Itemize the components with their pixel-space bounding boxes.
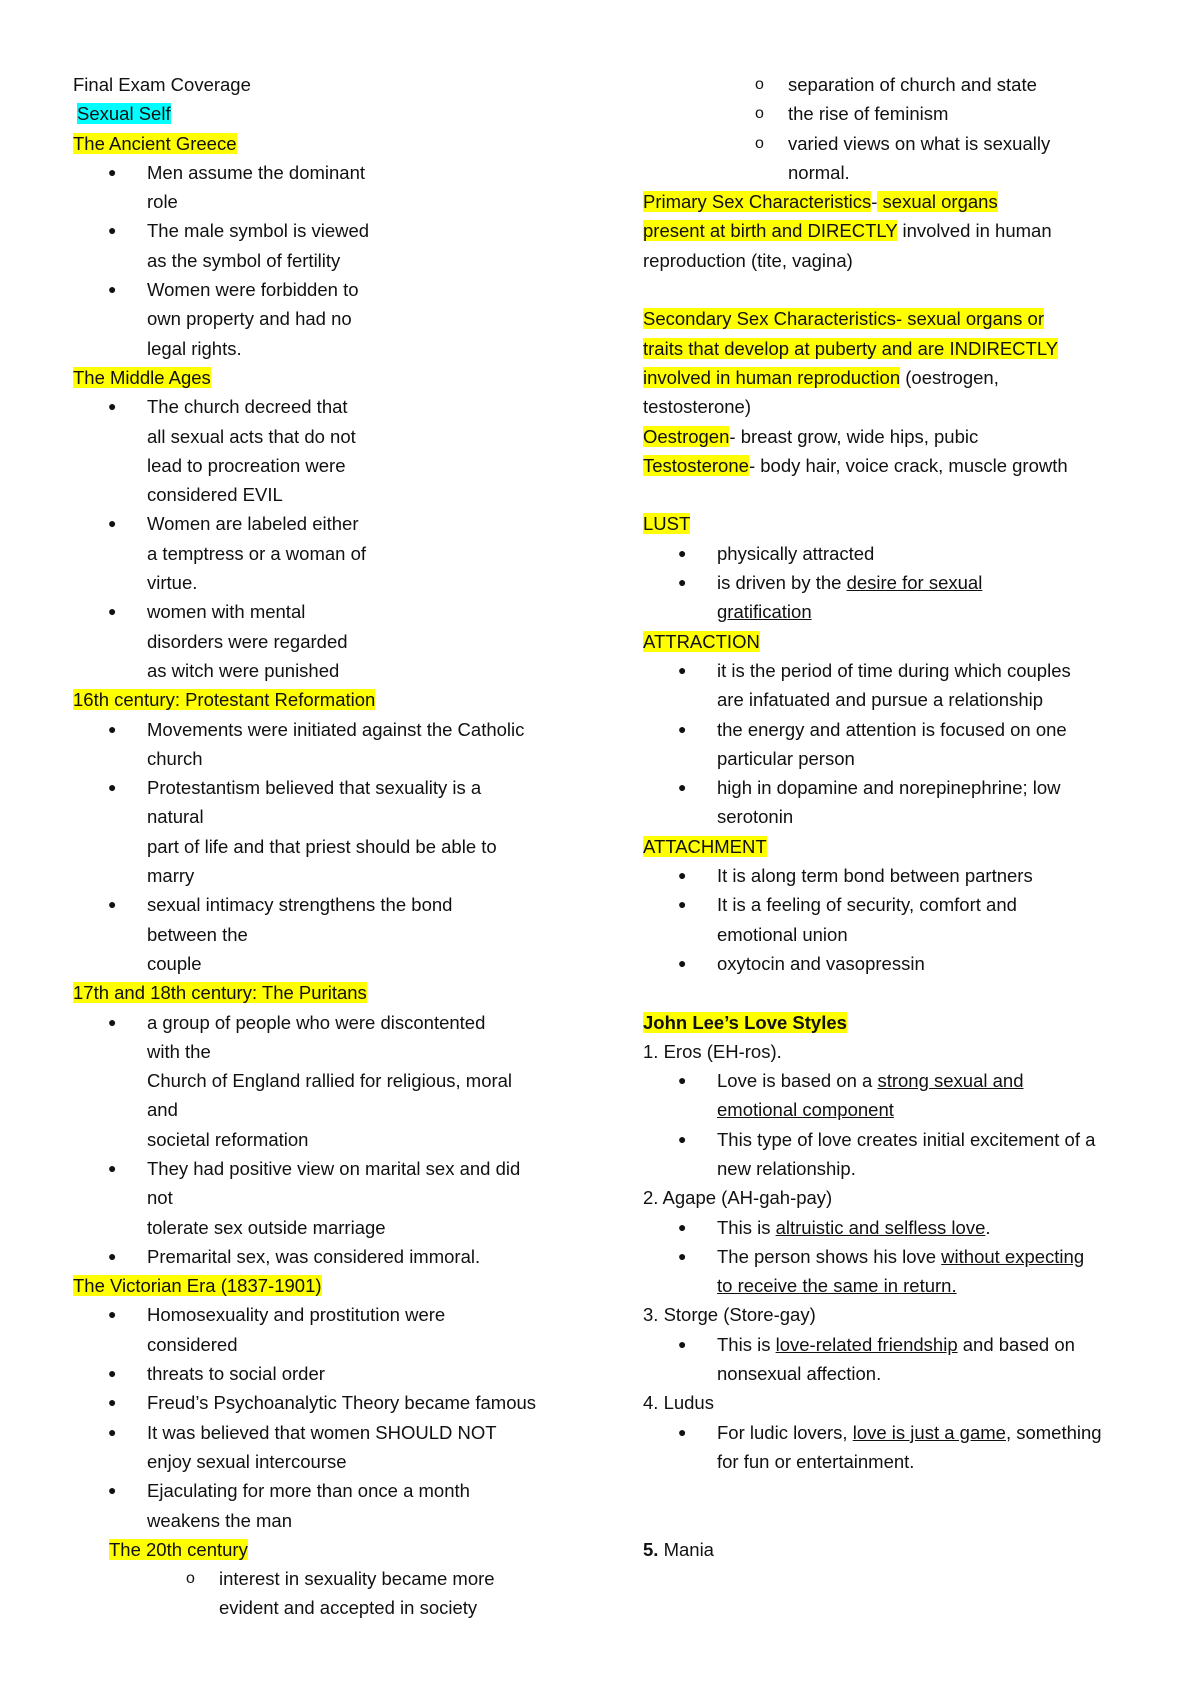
list-item-cont: with the — [147, 1040, 211, 1062]
list-item-cont: nonsexual affection. — [717, 1363, 882, 1385]
sub-list-item: o separation of church and state — [643, 70, 1163, 99]
love-style-ludus: 4. Ludus — [643, 1392, 714, 1414]
list-item: ● It was believed that women SHOULD NOT — [73, 1418, 593, 1447]
primary-sex-characteristics: Primary Sex Characteristics- sexual organs — [643, 191, 998, 213]
list-item: ● it is the period of time during which couples — [643, 656, 1163, 685]
secondary-line-3: involved in human reproduction (oestrogen, — [643, 366, 999, 388]
bullet-icon: ● — [108, 1159, 117, 1176]
right-column — [643, 70, 1163, 1564]
bullet-icon: ● — [108, 398, 117, 415]
bullet-icon: ● — [678, 1072, 687, 1089]
love-style-eros: 1. Eros (EH-ros). — [643, 1040, 782, 1062]
sub-list-item: o the rise of feminism — [643, 99, 1163, 128]
bullet-icon: ● — [678, 896, 687, 913]
list-item: ● is driven by the desire for sexual — [643, 568, 1163, 597]
oestrogen-line: Oestrogen- breast grow, wide hips, pubic — [643, 425, 979, 447]
bullet-icon: ● — [108, 720, 117, 737]
list-item: ● Freud’s Psychoanalytic Theory became famous — [73, 1388, 593, 1417]
list-item-cont: all sexual acts that do not — [147, 425, 356, 447]
list-item: ● high in dopamine and norepinephrine; low — [643, 773, 1163, 802]
love-style-storge: 3. Storge (Store-gay) — [643, 1304, 816, 1326]
list-item-cont: between the — [147, 923, 248, 945]
list-item: ● Homosexuality and prostitution were — [73, 1300, 593, 1329]
list-item-cont: new relationship. — [717, 1157, 856, 1179]
bullet-icon: ● — [108, 515, 117, 532]
bullet-icon: ● — [678, 1218, 687, 1235]
list-item-cont: own property and had no — [147, 308, 352, 330]
list-item: ● This is altruistic and selfless love. — [643, 1213, 1163, 1242]
bullet-icon: ● — [108, 281, 117, 298]
list-item: ● the energy and attention is focused on one — [643, 715, 1163, 744]
list-item: ● This type of love creates initial excitement of a — [643, 1125, 1163, 1154]
bullet-icon: ● — [108, 1365, 117, 1382]
bullet-icon: ● — [678, 720, 687, 737]
list-item: ● It is along term bond between partners — [643, 861, 1163, 890]
list-item-cont: gratification — [717, 601, 812, 623]
love-style-mania: 5. Mania — [643, 1538, 714, 1560]
list-item: ● Protestantism believed that sexuality is a — [73, 773, 593, 802]
section-heading-sexual-self: Sexual Self — [77, 103, 171, 125]
circle-bullet-icon: o — [755, 105, 764, 123]
heading-puritans: 17th and 18th century: The Puritans — [73, 982, 367, 1004]
list-item: ● Men assume the dominant — [73, 158, 593, 187]
bullet-icon: ● — [108, 1247, 117, 1264]
bullet-icon: ● — [678, 574, 687, 591]
heading-reformation: 16th century: Protestant Reformation — [73, 689, 376, 711]
love-style-agape: 2. Agape (AH-gah-pay) — [643, 1187, 833, 1209]
sub-list-item: o interest in sexuality became more — [73, 1564, 593, 1593]
list-item-cont: virtue. — [147, 572, 198, 594]
list-item: ● For ludic lovers, love is just a game, something — [643, 1418, 1163, 1447]
list-item: ● Ejaculating for more than once a month — [73, 1476, 593, 1505]
bullet-icon: ● — [108, 1306, 117, 1323]
bullet-icon: ● — [678, 1423, 687, 1440]
bullet-icon: ● — [108, 1394, 117, 1411]
bullet-icon: ● — [678, 661, 687, 678]
list-item: ● The church decreed that — [73, 392, 593, 421]
heading-love-styles: John Lee’s Love Styles — [643, 1011, 847, 1033]
heading-lust: LUST — [643, 513, 691, 535]
sub-list-item: o varied views on what is sexually — [643, 129, 1163, 158]
list-item: ● The person shows his love without expecting — [643, 1242, 1163, 1271]
list-item-cont: to receive the same in return. — [717, 1275, 957, 1297]
list-item-cont: natural — [147, 806, 204, 828]
list-item: ● Movements were initiated against the Catholic — [73, 715, 593, 744]
list-item-cont: tolerate sex outside marriage — [147, 1216, 386, 1238]
list-item-cont: emotional union — [717, 923, 848, 945]
list-item-cont: are infatuated and pursue a relationship — [717, 689, 1044, 711]
list-item: ● The male symbol is viewed — [73, 216, 593, 245]
bullet-icon: ● — [678, 544, 687, 561]
list-item: ● Premarital sex, was considered immoral. — [73, 1242, 593, 1271]
bullet-icon: ● — [108, 779, 117, 796]
list-item-cont: marry — [147, 865, 195, 887]
list-item-cont: enjoy sexual intercourse — [147, 1450, 347, 1472]
list-item-cont: church — [147, 747, 203, 769]
list-item: ● physically attracted — [643, 539, 1163, 568]
heading-attachment: ATTACHMENT — [643, 835, 767, 857]
primary-line-3: reproduction (tite, vagina) — [643, 249, 853, 271]
bullet-icon: ● — [108, 1482, 117, 1499]
list-item-cont: particular person — [717, 747, 855, 769]
list-item-cont: a temptress or a woman of — [147, 542, 367, 564]
list-item-cont: serotonin — [717, 806, 794, 828]
heading-20th-century: The 20th century — [109, 1538, 248, 1560]
list-item-cont: disorders were regarded — [147, 630, 348, 652]
list-item: ● Women were forbidden to — [73, 275, 593, 304]
list-item-cont: as the symbol of fertility — [147, 249, 341, 271]
list-item: ● Love is based on a strong sexual and — [643, 1066, 1163, 1095]
heading-attraction: ATTRACTION — [643, 630, 760, 652]
secondary-sex-characteristics: Secondary Sex Characteristics- sexual organs or — [643, 308, 1045, 330]
bullet-icon: ● — [108, 896, 117, 913]
list-item-cont: considered — [147, 1333, 238, 1355]
list-item: ● women with mental — [73, 597, 593, 626]
list-item-cont: for fun or entertainment. — [717, 1450, 915, 1472]
list-item-cont: considered EVIL — [147, 484, 283, 506]
testosterone-line: Testosterone- body hair, voice crack, muscle growth — [643, 454, 1068, 476]
bullet-icon: ● — [678, 1247, 687, 1264]
list-item: ● They had positive view on marital sex and did — [73, 1154, 593, 1183]
list-item-cont: role — [147, 191, 178, 213]
bullet-icon: ● — [108, 603, 117, 620]
circle-bullet-icon: o — [755, 76, 764, 93]
list-item-cont: not — [147, 1187, 173, 1209]
list-item: ● It is a feeling of security, comfort and — [643, 890, 1163, 919]
primary-line-2: present at birth and DIRECTLY involved in human — [643, 220, 1052, 242]
list-item: ● This is love-related friendship and based on — [643, 1330, 1163, 1359]
sub-list-item-cont: evident and accepted in society — [219, 1597, 478, 1619]
list-item-cont: legal rights. — [147, 337, 242, 359]
circle-bullet-icon: o — [186, 1570, 195, 1588]
bullet-icon: ● — [678, 867, 687, 884]
list-item: ● a group of people who were discontented — [73, 1008, 593, 1037]
list-item: ● Women are labeled either — [73, 509, 593, 538]
list-item-cont: as witch were punished — [147, 659, 340, 681]
heading-ancient-greece: The Ancient Greece — [73, 132, 237, 154]
list-item-cont: couple — [147, 952, 202, 974]
bullet-icon: ● — [678, 779, 687, 796]
circle-bullet-icon: o — [755, 134, 764, 152]
bullet-icon: ● — [108, 1013, 117, 1030]
list-item: ● sexual intimacy strengthens the bond — [73, 890, 593, 919]
bullet-icon: ● — [108, 222, 117, 239]
secondary-line-2: traits that develop at puberty and are INDIRECTLY — [643, 337, 1059, 359]
sub-list-item-cont: normal. — [788, 161, 850, 183]
list-item-cont: and — [147, 1099, 178, 1121]
heading-victorian-era: The Victorian Era (1837-1901) — [73, 1275, 322, 1297]
list-item-cont: Church of England rallied for religious, moral — [147, 1070, 513, 1092]
list-item-cont: weakens the man — [147, 1509, 293, 1531]
left-column — [73, 70, 593, 1623]
secondary-line-4: testosterone) — [643, 396, 751, 418]
list-item-cont: part of life and that priest should be able to — [147, 835, 497, 857]
bullet-icon: ● — [678, 954, 687, 971]
list-item-cont: lead to procreation were — [147, 454, 346, 476]
bullet-icon: ● — [108, 1423, 117, 1440]
bullet-icon: ● — [678, 1130, 687, 1147]
list-item-cont: societal reformation — [147, 1128, 309, 1150]
bullet-icon: ● — [678, 1335, 687, 1352]
document-title: Final Exam Coverage — [73, 74, 251, 95]
bullet-icon: ● — [108, 163, 117, 180]
heading-middle-ages: The Middle Ages — [73, 366, 211, 388]
list-item: ● oxytocin and vasopressin — [643, 949, 1163, 978]
list-item: ● threats to social order — [73, 1359, 593, 1388]
list-item-cont: emotional component — [717, 1099, 894, 1121]
